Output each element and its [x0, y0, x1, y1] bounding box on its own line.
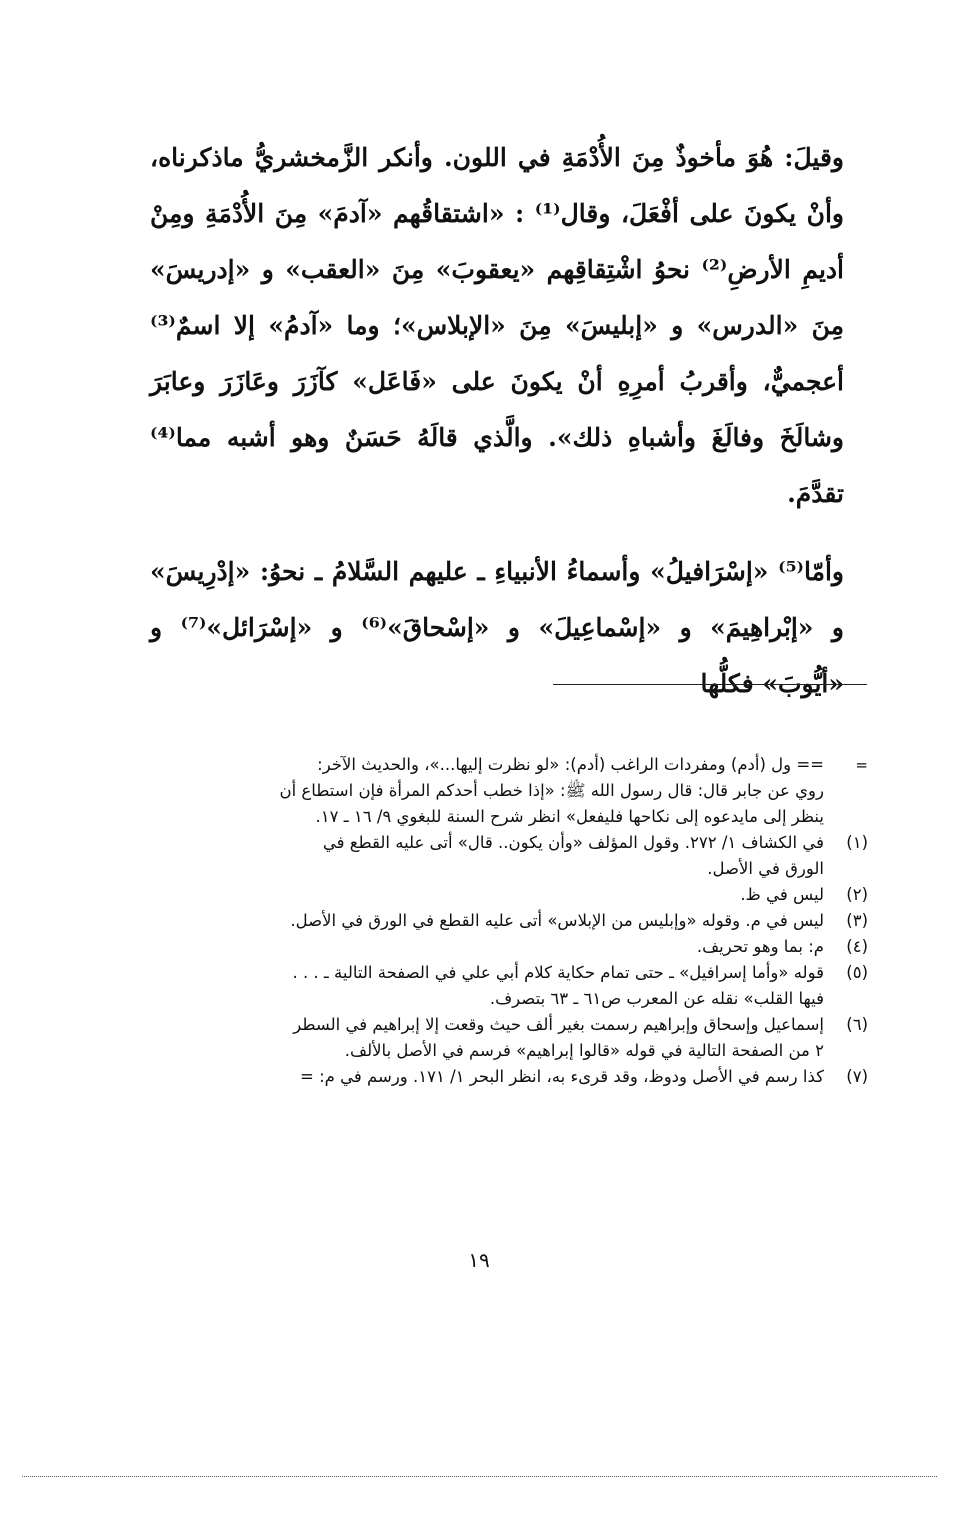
footnote-line: == ول (أدم) ومفردات الراغب (أدم): «لو نظرت إليها...»، والحديث الآخر: [317, 755, 824, 774]
page-number: ١٩ [468, 1248, 490, 1272]
footnote-line: إسماعيل وإسحاق وإبراهيم رسمت بغير ألف حيث وقعت إلا إبراهيم في السطر [293, 1015, 824, 1034]
footnote-7 [140, 1064, 868, 1090]
main-paragraph-1: وقيلَ: هُوَ مأخوذٌ مِنَ الأُدْمَةِ في اللون. وأنكر الزَّمخشريُّ ماذكرناه، وأنْ يكونَ على أفْعَلَ، وقال⁽¹⁾ : «اشتقاقُهم «آدمَ» مِنَ الأُدْمَةِ ومِنْ أديمِ الأرضِ⁽²⁾ نحوُ اشْتِقاقِهم «يعقوبَ» مِنَ «العقب» و «إدريسَ» مِنَ «الدرس» و «إبليسَ» مِنَ «الإبلاس»؛ وما «آدمُ» إلا اسمٌ⁽³⁾ أعجميٌّ، وأقربُ أمرِهِ أنْ يكونَ على «فَاعَل» كآزَرَ وعَازَرَ وعابَرَ وشالَخَ وفالَغَ وأشباهِ ذلك». والَّذي قالَهُ حَسَنٌ وهو أشبه مما⁽⁴⁾ تقدَّمَ. [150, 143, 844, 508]
footnote-line: روي عن جابر قال: قال رسول الله ﷺ: «إذا خطب أحدكم المرأة فإن استطاع أن [279, 781, 824, 800]
footnote-1 [140, 830, 868, 882]
footnote-number: (٧) [846, 1067, 868, 1086]
footnote-number: (١) [846, 833, 868, 852]
footnote-2 [140, 882, 868, 908]
footnote-number: (٢) [846, 885, 868, 904]
footnote-line: ليس في ظ. [740, 885, 824, 904]
footnote-continuation [140, 752, 868, 830]
footnote-number: (٦) [846, 1015, 868, 1034]
footnote-number: (٤) [846, 937, 868, 956]
footnote-4 [140, 934, 868, 960]
footnote-6 [140, 1012, 868, 1064]
footnote-number: (٥) [846, 963, 868, 982]
bottom-dotted-line [22, 1476, 937, 1477]
footnote-line: ليس في م. وقوله «وإبليس من الإبلاس» أتى عليه القطع في الورق في الأصل. [290, 911, 824, 930]
footnote-line: في الكشاف ١/ ٢٧٢. وقول المؤلف «وأن يكون.. قال» أتى عليه القطع في [322, 833, 824, 852]
footnote-line: م: بما وهو تحريف. [696, 937, 824, 956]
footnote-line: فيها القلب» نقله عن المعرب ص٦١ ـ ٦٣ بتصرف. [489, 989, 824, 1008]
continuation-marker: = [855, 756, 868, 774]
footnote-line: الورق في الأصل. [707, 859, 824, 878]
main-paragraph-2: وأمّا⁽⁵⁾ «إسْرَافيلُ» وأسماءُ الأنبياءِ ـ عليهم السَّلامُ ـ نحوُ: «إدْرِيسَ» و «إبْراهِيمَ» و «إسْماعِيلَ» و «إسْحاقَ»⁽⁶⁾ و «إسْرَائل»⁽⁷⁾ و «أيُّوبَ» فكلُّها [150, 557, 844, 698]
footnote-line: ٢ من الصفحة التالية في قوله «قالوا إبراهيم» فرسم في الأصل بالألف. [344, 1041, 824, 1060]
footnote-line: ينظر إلى مايدعوه إلى نكاحها فليفعل» انظر شرح السنة للبغوي ٩/ ١٦ ـ ١٧. [315, 807, 824, 826]
main-text [150, 130, 844, 712]
footnote-3 [140, 908, 868, 934]
footnotes [140, 752, 868, 1090]
footnote-line: قوله «وأما إسرافيل» ـ حتى تمام حكاية كلام أبي علي في الصفحة التالية ـ . . . [292, 963, 824, 982]
footnote-5 [140, 960, 868, 1012]
footnote-separator [553, 684, 867, 685]
footnote-line: كذا رسم في الأصل ودوظ، وقد قرىء به، انظر البحر ١/ ١٧١. ورسم في م: = [300, 1067, 824, 1086]
footnote-number: (٣) [846, 911, 868, 930]
